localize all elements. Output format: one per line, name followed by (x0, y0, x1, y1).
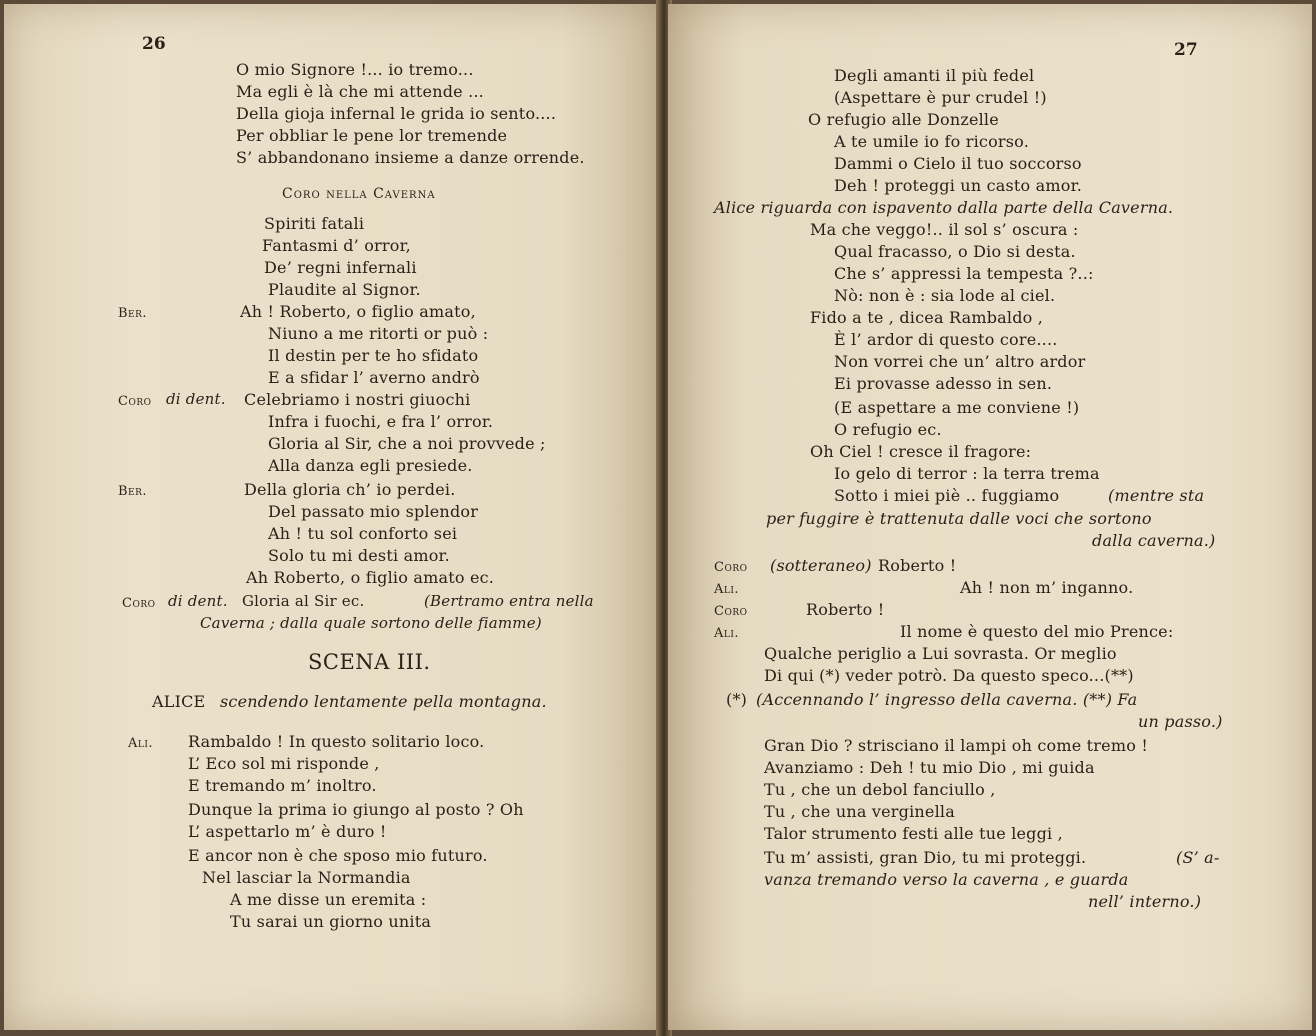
verse-line: (Aspettare è pur crudel !) (834, 88, 1047, 107)
scene-heading: SCENA III. (308, 650, 431, 674)
footnote-text: (Accennando l’ ingresso della caverna. (**) Fa (756, 690, 1138, 709)
stage-direction: Alice riguarda con ispavento dalla parte della Caverna. (714, 198, 1174, 217)
stage-direction: nell’ interno.) (1088, 892, 1202, 911)
verse-line: Roberto ! (878, 556, 957, 575)
verse-line: Per obbliar le pene lor tremende (236, 126, 508, 145)
verse-line: Sotto i miei piè .. fuggiamo (834, 486, 1060, 505)
verse-line: Qual fracasso, o Dio si desta. (834, 242, 1076, 261)
verse-line: Gloria al Sir, che a noi provvede ; (268, 434, 546, 453)
verse-line: Ma egli è là che mi attende ... (236, 82, 484, 101)
verse-line: Fido a te , dicea Rambaldo , (810, 308, 1044, 327)
verse-line: Deh ! proteggi un casto amor. (834, 176, 1082, 195)
speaker-label: Ali. (714, 626, 740, 641)
verse-line: Niuno a me ritorti or può : (268, 324, 489, 343)
verse-line: O refugio alle Donzelle (808, 110, 999, 129)
verse-line: Nò: non è : sia lode al ciel. (834, 286, 1056, 305)
verse-line: O refugio ec. (834, 420, 942, 439)
footnote-marker: (*) (726, 690, 748, 709)
verse-line: Spiriti fatali (264, 214, 365, 233)
verse-line: Celebriamo i nostri giuochi (244, 390, 471, 409)
verse-line: A te umile io fo ricorso. (834, 132, 1030, 151)
verse-line: Tu m’ assisti, gran Dio, tu mi proteggi. (764, 848, 1087, 867)
speaker-label: Ber. (118, 484, 148, 499)
stage-direction: Caverna ; dalla quale sortono delle fiamme) (200, 614, 542, 632)
verse-line: Di qui (*) veder potrò. Da questo speco...(**) (764, 666, 1134, 685)
speaker-note: di dent. (168, 592, 228, 610)
verse-line: Tu , che un debol fanciullo , (764, 780, 996, 799)
verse-line: Ah Roberto, o figlio amato ec. (246, 568, 495, 587)
verse-line: S’ abbandonano insieme a danze orrende. (236, 148, 585, 167)
verse-line: L’ Eco sol mi risponde , (188, 754, 380, 773)
verse-line: (E aspettare a me conviene !) (834, 398, 1080, 417)
speaker-label: Ali. (128, 736, 154, 751)
verse-line: Che s’ appressi la tempesta ?..: (834, 264, 1094, 283)
verse-line: E tremando m’ inoltro. (188, 776, 377, 795)
verse-line: A me disse un eremita : (230, 890, 427, 909)
verse-line: Della gioja infernal le grida io sento.... (236, 104, 557, 123)
verse-line: Ei provasse adesso in sen. (834, 374, 1053, 393)
verse-line: Nel lasciar la Normandia (202, 868, 411, 887)
verse-line: Oh Ciel ! cresce il fragore: (810, 442, 1032, 461)
stage-alice-name: ALICE (152, 692, 206, 711)
verse-line: Gran Dio ? strisciano il lampi oh come tremo ! (764, 736, 1148, 755)
speaker-note: di dent. (166, 390, 226, 408)
verse-line: Solo tu mi desti amor. (268, 546, 450, 565)
stage-direction: (sotteraneo) (770, 556, 872, 575)
verse-line: Del passato mio splendor (268, 502, 479, 521)
verse-line: Fantasmi d’ orror, (262, 236, 411, 255)
speaker-label: Ber. (118, 306, 148, 321)
verse-line: È l’ ardor di questo core.... (834, 330, 1058, 349)
speaker-label: Coro (118, 394, 152, 409)
footnote-text: un passo.) (1138, 712, 1223, 731)
speaker-label: Ali. (714, 582, 740, 597)
verse-line: Alla danza egli presiede. (268, 456, 473, 475)
right-page (668, 4, 1312, 1030)
verse-line: Il nome è questo del mio Prence: (900, 622, 1174, 641)
verse-line: E a sfidar l’ averno andrò (268, 368, 480, 387)
verse-line: Talor strumento festi alle tue leggi , (764, 824, 1063, 843)
verse-line: Gloria al Sir ec. (242, 592, 365, 610)
verse-line: Tu , che una verginella (764, 802, 955, 821)
verse-line: Dammi o Cielo il tuo soccorso (834, 154, 1082, 173)
page-number: 27 (1174, 40, 1198, 60)
verse-line: O mio Signore !... io tremo... (236, 60, 474, 79)
stage-direction: (Bertramo entra nella (424, 592, 594, 610)
stage-direction: dalla caverna.) (1092, 531, 1216, 550)
verse-line: Qualche periglio a Lui sovrasta. Or meglio (764, 644, 1117, 663)
stage-direction: per fuggire è trattenuta dalle voci che sortono (766, 509, 1152, 528)
stage-direction: (S’ a- (1176, 848, 1220, 867)
verse-line: Ma che veggo!.. il sol s’ oscura : (810, 220, 1079, 239)
verse-line: Roberto ! (806, 600, 885, 619)
verse-line: Tu sarai un giorno unita (230, 912, 432, 931)
verse-line: Plaudite al Signor. (268, 280, 421, 299)
speaker-label: Coro (714, 560, 748, 575)
speaker-label: Coro (122, 596, 156, 611)
verse-line: Non vorrei che un’ altro ardor (834, 352, 1086, 371)
verse-line: Degli amanti il più fedel (834, 66, 1035, 85)
verse-line: Della gloria ch’ io perdei. (244, 480, 456, 499)
verse-line: De’ regni infernali (264, 258, 417, 277)
stage-direction: vanza tremando verso la caverna , e guarda (764, 870, 1129, 889)
page-number: 26 (142, 34, 166, 54)
verse-line: E ancor non è che sposo mio futuro. (188, 846, 488, 865)
verse-line: Ah ! non m’ inganno. (960, 578, 1134, 597)
stage-direction: scendendo lentamente pella montagna. (220, 692, 547, 711)
left-page (4, 4, 660, 1030)
verse-line: Ah ! Roberto, o figlio amato, (240, 302, 476, 321)
speaker-label: Coro (714, 604, 748, 619)
verse-line: Io gelo di terror : la terra trema (834, 464, 1100, 483)
stage-direction: (mentre sta (1108, 486, 1205, 505)
verse-line: Infra i fuochi, e fra l’ orror. (268, 412, 494, 431)
verse-line: Il destin per te ho sfidato (268, 346, 479, 365)
verse-line: L’ aspettarlo m’ è duro ! (188, 822, 387, 841)
verse-line: Rambaldo ! In questo solitario loco. (188, 732, 485, 751)
chorus-caption: Coro nella Caverna (282, 186, 436, 202)
verse-line: Avanziamo : Deh ! tu mio Dio , mi guida (764, 758, 1095, 777)
verse-line: Dunque la prima io giungo al posto ? Oh (188, 800, 524, 819)
verse-line: Ah ! tu sol conforto sei (268, 524, 458, 543)
